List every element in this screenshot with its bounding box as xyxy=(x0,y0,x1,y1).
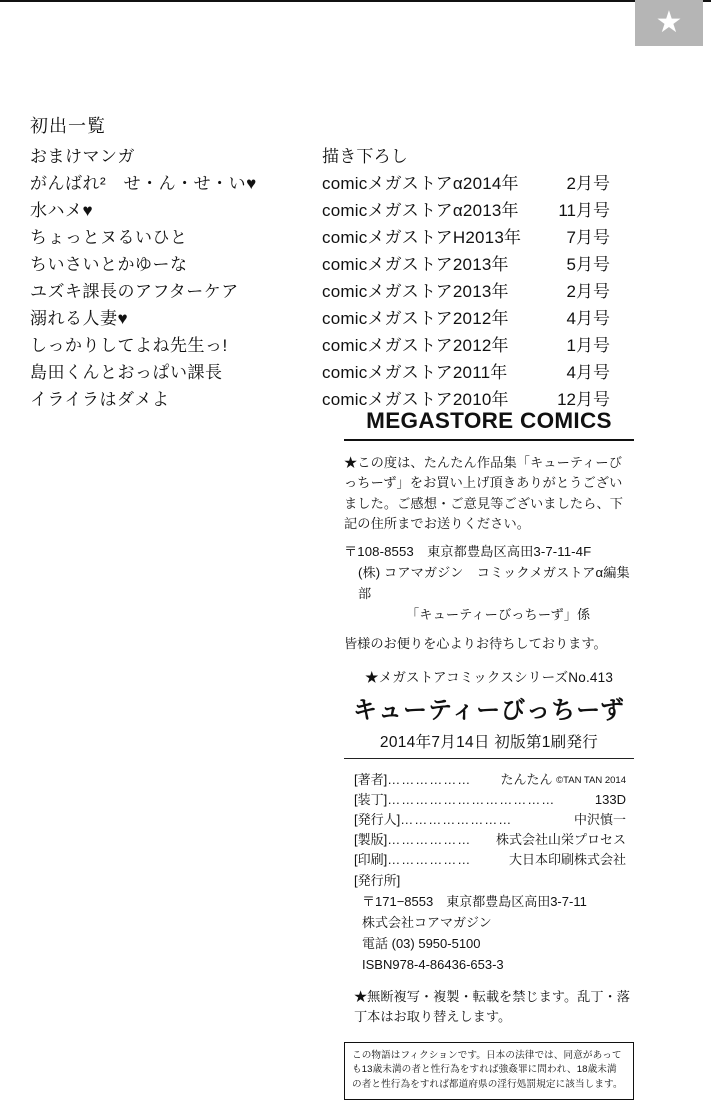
staff-label: [印刷] xyxy=(354,851,388,867)
list-item xyxy=(30,331,670,358)
credit-title: ちいさいとかゆーな xyxy=(30,255,188,274)
imprint-rule xyxy=(344,439,634,441)
credit-title: イライラはダメよ xyxy=(30,390,170,409)
staff-row xyxy=(354,829,634,849)
publication-date: 2014年7月14日 初版第1刷発行 xyxy=(379,733,599,751)
credit-magazine: comicメガストア2011年 xyxy=(322,363,508,382)
publisher-label: [発行所] xyxy=(354,872,401,888)
await-message: 皆様のお便りを心よりお待ちしております。 xyxy=(344,635,607,651)
credit-title: 水ハメ♥ xyxy=(30,201,94,220)
staff-label: [製版] xyxy=(354,831,388,847)
credit-magazine: comicメガストアH2013年 xyxy=(322,228,522,247)
staff-value: 133D xyxy=(594,791,626,807)
staff-value-group xyxy=(501,769,626,790)
address-line-3: 「キューティーびっちーず」係 xyxy=(406,606,591,622)
credit-title: ユズキ課長のアフターケア xyxy=(30,282,239,301)
list-item xyxy=(30,196,670,223)
page-top-bar xyxy=(0,0,711,52)
credit-magazine: comicメガストア2012年 xyxy=(322,336,509,355)
credit-issue: 1月号 xyxy=(566,336,610,355)
credit-issue: 4月号 xyxy=(566,309,610,328)
staff-value: たんたん xyxy=(500,771,553,787)
publisher-name: 株式会社コアマガジン xyxy=(362,914,492,930)
credit-title: おまけマンガ xyxy=(30,147,135,166)
publisher-block xyxy=(344,870,634,975)
credit-issue: 2月号 xyxy=(566,174,610,193)
staff-dots: ……………… xyxy=(387,831,472,847)
star-badge xyxy=(635,0,703,46)
top-rule xyxy=(0,0,711,2)
credit-magazine: comicメガストアα2013年 xyxy=(322,201,519,220)
thanks-message: ★この度は、たんたん作品集「キューティーびっちーず」をお買い上げ頂きありがとうございました。ご感想・ご意見等ございましたら、下記の住所までお送りください。 xyxy=(344,455,624,531)
credit-issue: 7月号 xyxy=(566,228,610,247)
list-item xyxy=(30,277,670,304)
credit-issue: 12月号 xyxy=(557,390,610,409)
staff-copyright: ©TAN TAN 2014 xyxy=(556,774,626,786)
staff-label: [著者] xyxy=(354,771,388,787)
staff-dots: ……………… xyxy=(387,771,472,787)
list-item xyxy=(30,250,670,277)
colophon-block xyxy=(344,408,634,1100)
staff-dots: …………………… xyxy=(400,811,513,827)
credit-title: 溺れる人妻♥ xyxy=(30,309,129,328)
address-line-1: 〒108-8553 東京都豊島区高田3-7-11-4F xyxy=(344,544,592,560)
credit-magazine: 描き下ろし xyxy=(322,147,408,166)
list-item xyxy=(30,223,670,250)
copyright-notice: ★無断複写・複製・転載を禁じます。乱丁・落丁本はお取り替えします。 xyxy=(354,988,630,1025)
credit-magazine: comicメガストア2013年 xyxy=(322,255,509,274)
list-item xyxy=(30,304,670,331)
staff-dots: ……………… xyxy=(387,851,472,867)
staff-value: 大日本印刷株式会社 xyxy=(508,851,626,867)
list-item xyxy=(30,142,670,169)
isbn: ISBN978-4-86436-653-3 xyxy=(362,956,504,972)
credit-issue: 4月号 xyxy=(566,363,610,382)
staff-row xyxy=(354,789,634,809)
staff-row xyxy=(354,809,634,829)
credit-title: 島田くんとおっぱい課長 xyxy=(30,363,223,382)
credits-heading: 初出一覧 xyxy=(30,116,106,136)
list-item xyxy=(30,169,670,196)
credit-magazine: comicメガストア2010年 xyxy=(322,390,509,409)
series-number: ★メガストアコミックスシリーズNo.413 xyxy=(364,669,614,685)
staff-label: [発行人] xyxy=(354,811,401,827)
credit-magazine: comicメガストアα2014年 xyxy=(322,174,519,193)
staff-row xyxy=(354,769,634,789)
staff-dots: ……………………………… xyxy=(387,791,556,807)
credit-issue: 5月号 xyxy=(566,255,610,274)
list-item xyxy=(30,358,670,385)
imprint-name: MEGASTORE COMICS xyxy=(366,408,612,433)
staff-rule xyxy=(344,758,634,759)
credit-title: しっかりしてよね先生っ! xyxy=(30,336,228,355)
credit-title: がんばれ² せ・ん・せ・い♥ xyxy=(30,174,257,193)
publisher-phone: 電話 (03) 5950-5100 xyxy=(362,935,481,951)
credit-issue: 2月号 xyxy=(566,282,610,301)
address-line-2: (株) コアマガジン コミックメガストアα編集部 xyxy=(358,565,630,602)
staff-value: 株式会社山栄プロセス xyxy=(495,831,626,847)
staff-label: [装丁] xyxy=(354,791,388,807)
staff-credits xyxy=(344,769,634,869)
book-title: キューティーびっちーず xyxy=(353,696,625,724)
editorial-address xyxy=(344,542,634,625)
credit-issue: 11月号 xyxy=(558,201,610,220)
credits-list xyxy=(30,142,670,412)
publisher-address: 〒171−8553 東京都豊島区高田3-7-11 xyxy=(362,893,587,909)
star-icon: ★ xyxy=(655,6,683,39)
staff-row xyxy=(354,849,634,869)
legal-disclaimer: この物語はフィクションです。日本の法律では、同意があっても13歳未満の者と性行為をすれば強姦罪に問われ、18歳未満の者と性行為をすれば都道府県の淫行処罰規定に該当します。 xyxy=(344,1042,634,1100)
credit-title: ちょっとヌるいひと xyxy=(30,228,188,247)
credit-magazine: comicメガストア2013年 xyxy=(322,282,509,301)
credit-magazine: comicメガストア2012年 xyxy=(322,309,509,328)
staff-value: 中沢慎一 xyxy=(573,811,626,827)
